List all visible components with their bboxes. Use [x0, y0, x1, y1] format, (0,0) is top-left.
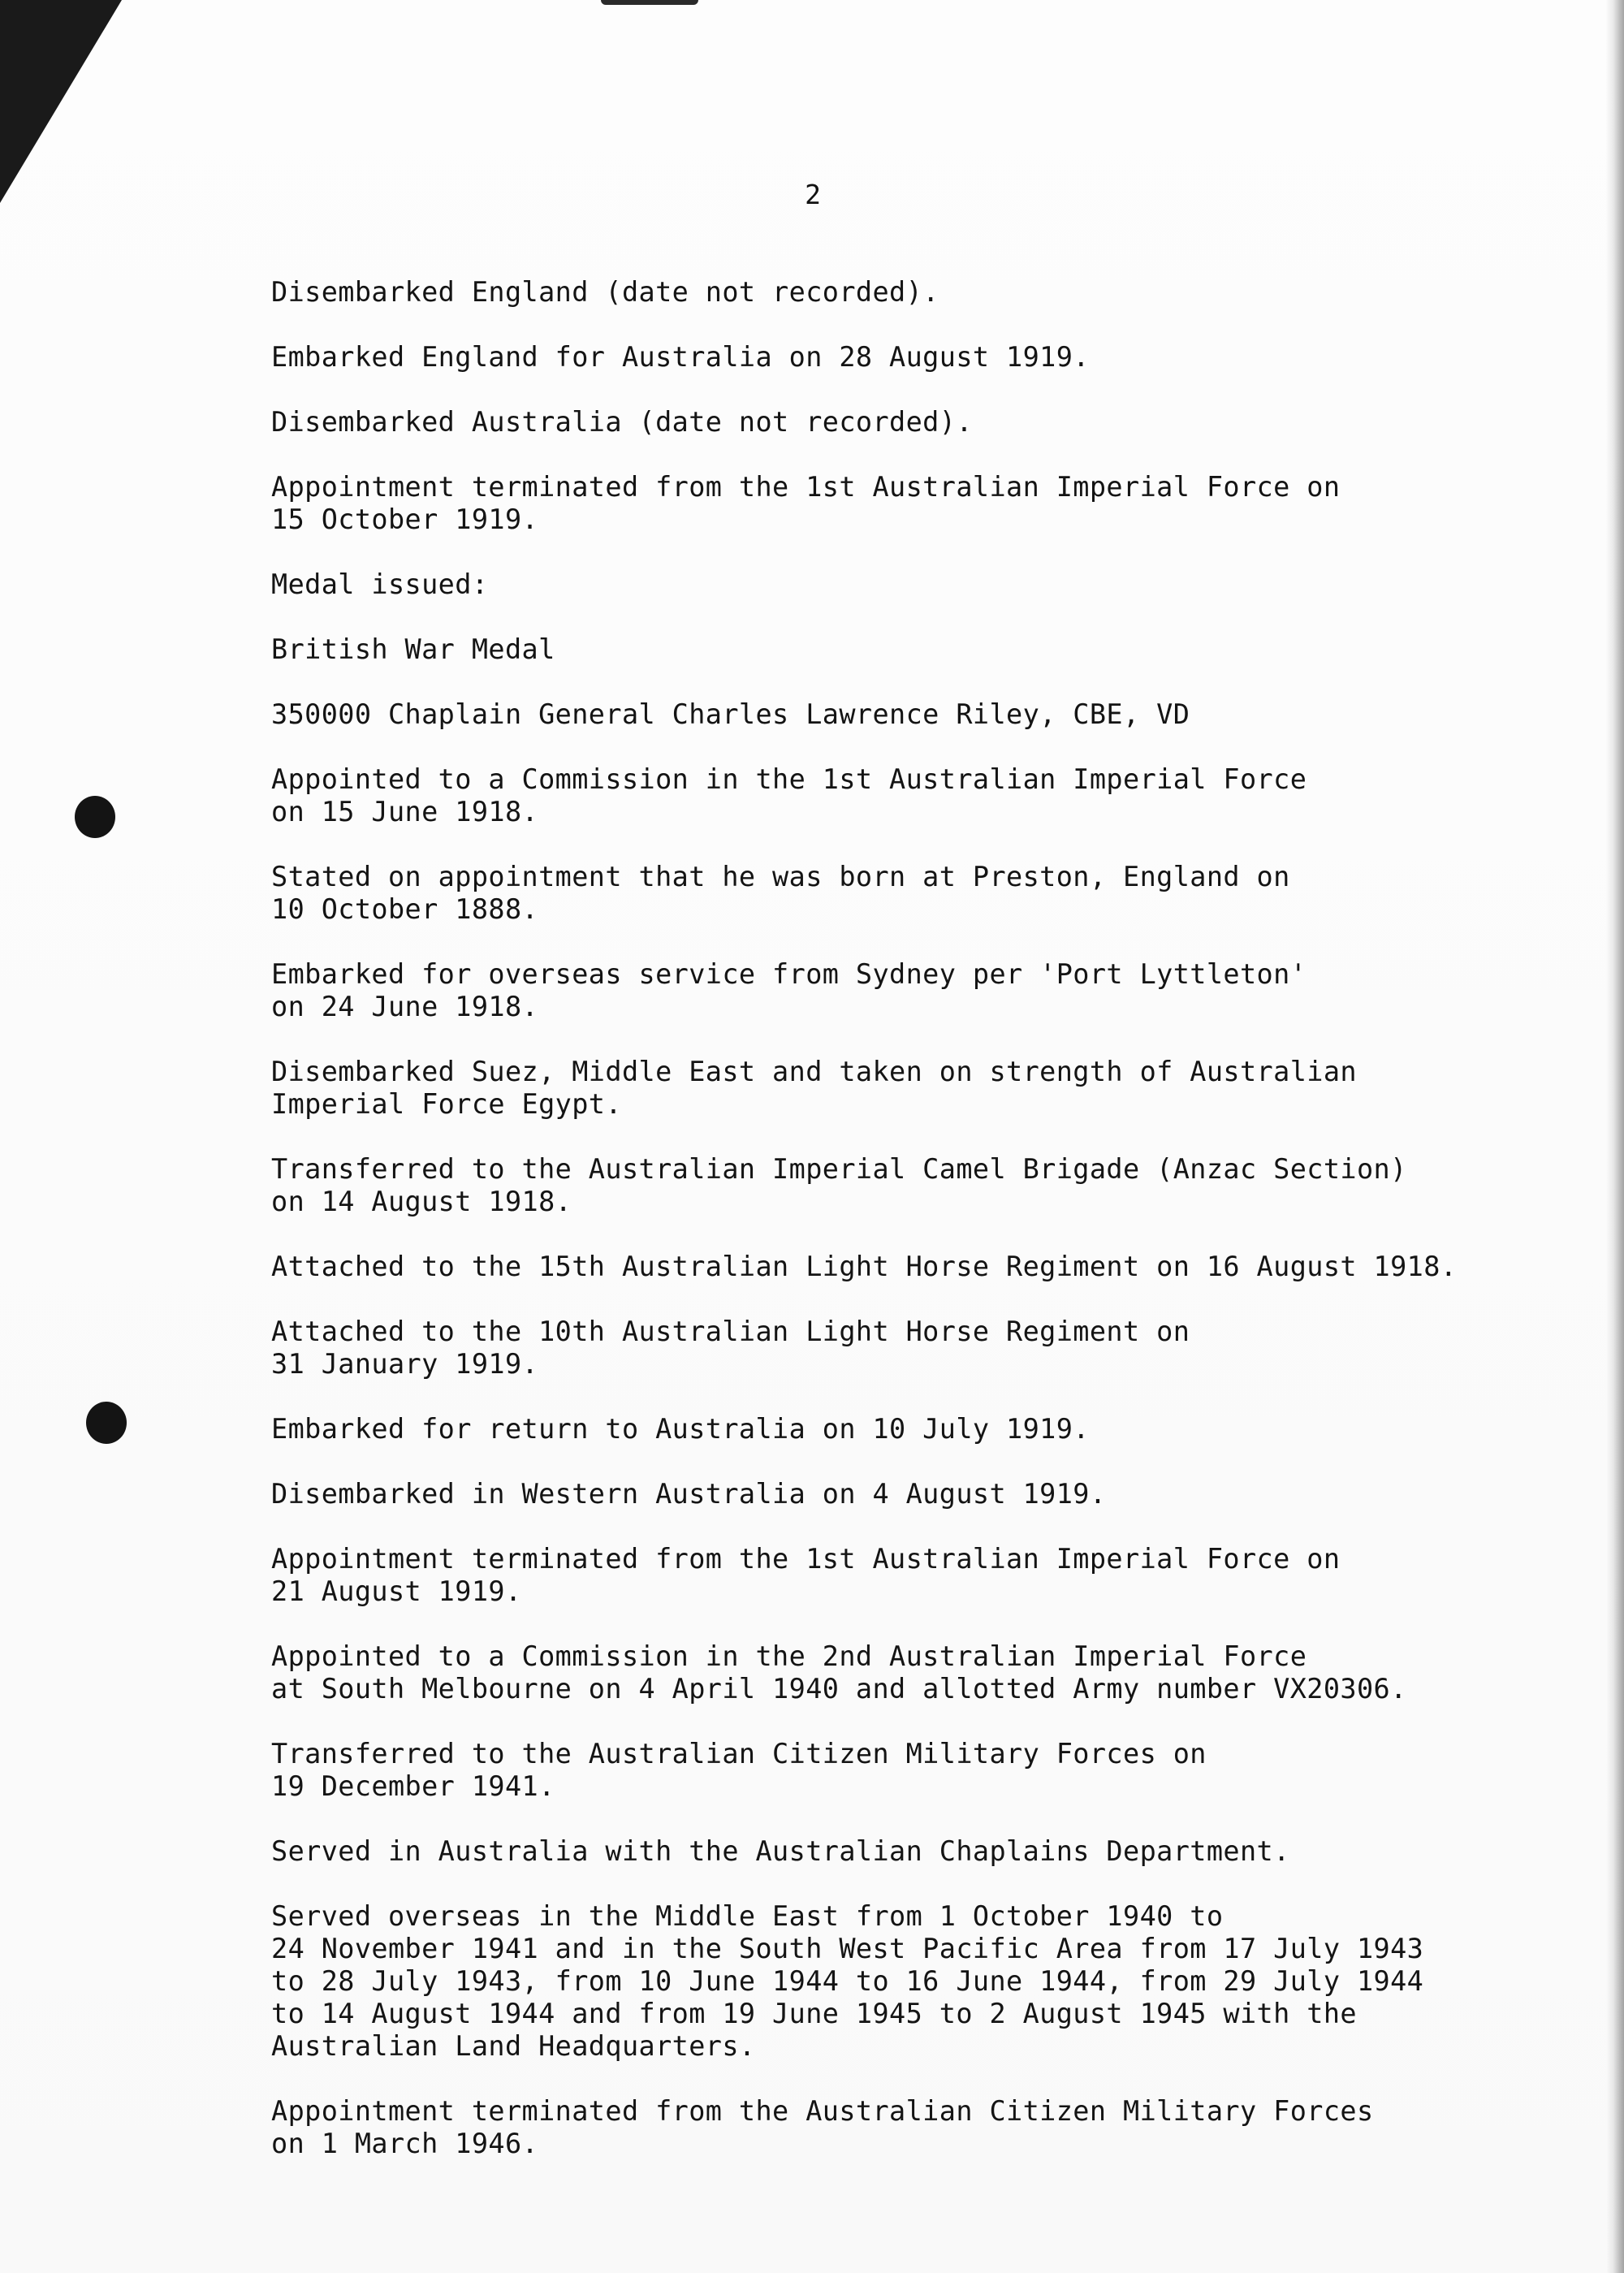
- record-paragraph: Disembarked Australia (date not recorded).: [271, 406, 973, 438]
- record-paragraph: 350000 Chaplain General Charles Lawrence Riley, CBE, VD: [271, 698, 1190, 730]
- record-paragraph: Appointment terminated from the Australian Citizen Military Forces on 1 March 1946.: [271, 2095, 1374, 2159]
- page-number: [0, 179, 1624, 210]
- record-paragraph: Disembarked in Western Australia on 4 August 1919.: [271, 1478, 1107, 1510]
- page-number-text: 2: [805, 179, 821, 210]
- record-paragraph: Embarked for overseas service from Sydney per 'Port Lyttleton' on 24 June 1918.: [271, 958, 1307, 1022]
- page-edge-shadow: [1606, 0, 1624, 2273]
- record-paragraph: Disembarked England (date not recorded).: [271, 276, 939, 308]
- scan-mark: [601, 0, 698, 5]
- record-paragraph: Medal issued:: [271, 568, 489, 600]
- record-body: [271, 276, 1473, 2193]
- record-paragraph: Embarked for return to Australia on 10 July 1919.: [271, 1413, 1090, 1445]
- record-paragraph: Appointment terminated from the 1st Australian Imperial Force on 15 October 1919.: [271, 471, 1341, 535]
- record-paragraph: Embarked England for Australia on 28 August 1919.: [271, 341, 1090, 373]
- record-paragraph: Attached to the 10th Australian Light Horse Regiment on 31 January 1919.: [271, 1316, 1190, 1380]
- record-paragraph: Stated on appointment that he was born at Preston, England on 10 October 1888.: [271, 861, 1290, 925]
- record-paragraph: Appointed to a Commission in the 2nd Australian Imperial Force at South Melbourne on 4 April 1940 and allotted Army number VX20306.: [271, 1640, 1407, 1705]
- record-paragraph: British War Medal: [271, 633, 555, 665]
- punch-hole: [75, 796, 115, 838]
- record-paragraph: Attached to the 15th Australian Light Horse Regiment on 16 August 1918.: [271, 1251, 1458, 1282]
- record-paragraph: Served overseas in the Middle East from 1 October 1940 to 24 November 1941 and in the South West Pacific Area from 17 July 1943 to 28 July 1943, from 10 June 1944 to 16 June 1944, from 29 July 1944 to 14 August 1944 and from 19 June 1945 to 2 August 1945 with the Australian Land Headquarters.: [271, 1900, 1424, 2062]
- record-paragraph: Appointed to a Commission in the 1st Australian Imperial Force on 15 June 1918.: [271, 763, 1307, 828]
- record-paragraph: Disembarked Suez, Middle East and taken on strength of Australian Imperial Force Egypt.: [271, 1056, 1357, 1120]
- record-paragraph: Transferred to the Australian Citizen Military Forces on 19 December 1941.: [271, 1738, 1207, 1802]
- folded-corner: [0, 0, 122, 203]
- record-paragraph: Served in Australia with the Australian Chaplains Department.: [271, 1835, 1290, 1867]
- punch-hole: [86, 1402, 127, 1444]
- record-paragraph: Appointment terminated from the 1st Australian Imperial Force on 21 August 1919.: [271, 1543, 1341, 1607]
- record-paragraph: Transferred to the Australian Imperial Camel Brigade (Anzac Section) on 14 August 1918.: [271, 1153, 1407, 1217]
